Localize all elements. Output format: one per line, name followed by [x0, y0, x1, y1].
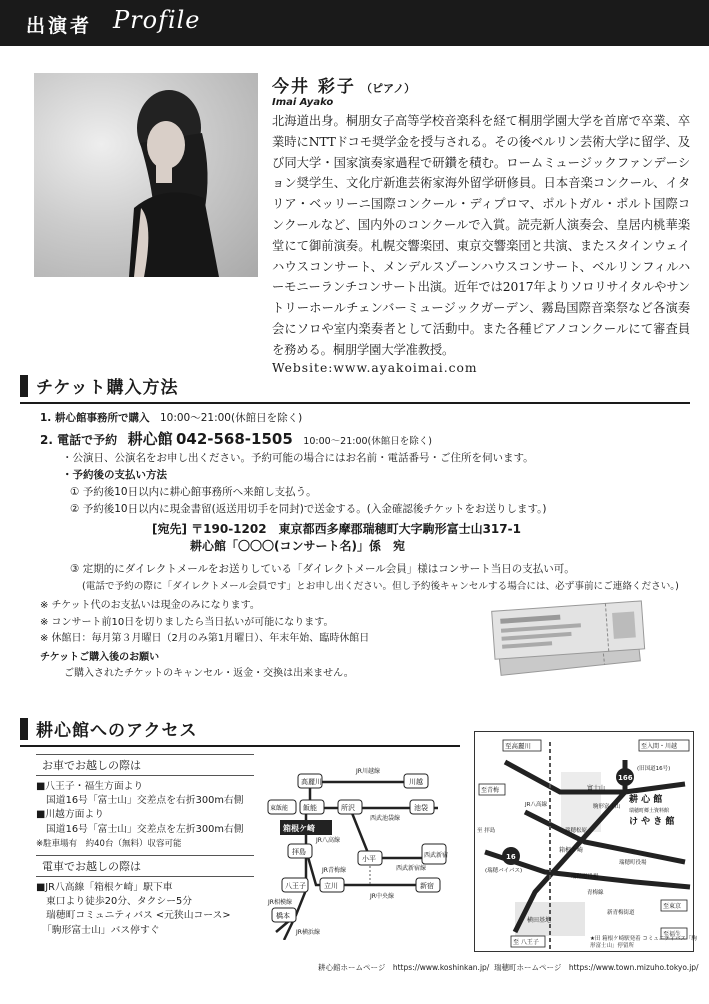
map-label: 瑞穂町役場 — [571, 874, 599, 880]
heading-bar — [20, 718, 28, 740]
line-label: JR川越線 — [356, 768, 380, 775]
map-label: 瑞穂町役場 — [619, 860, 647, 866]
page-header — [0, 0, 709, 46]
map-label: 富士山 — [587, 785, 606, 792]
station-label: 小平 — [362, 855, 376, 863]
map-label: 駒形富士山 — [593, 804, 621, 810]
method-1-label: 1. 耕心館事務所で購入 — [40, 412, 150, 424]
note-1: ※ チケット代のお支払いは現金のみになります。 — [40, 600, 260, 611]
bullet-2: ・予約後の支払い方法 — [62, 469, 167, 481]
station-label: 飯能 — [303, 804, 317, 812]
bullet-1: ・公演日、公演名をお申し出ください。予約可能の場合にはお名前・電話番号・ご住所を伺います。 — [62, 452, 534, 464]
route-number: 166 — [618, 774, 633, 782]
line-label: JR相模線 — [268, 899, 292, 906]
profile-bio — [272, 72, 690, 375]
map-label: 新青梅街道 — [607, 910, 635, 916]
line-label: JR八高線 — [316, 837, 340, 844]
note-2: ※ コンサート前10日を切りましたら当日払いが可能になります。 — [40, 616, 334, 628]
address-line-2: 耕心館「〇〇〇(コンサート名)」係 宛 — [190, 539, 405, 553]
method-2-hours: 10:00～21:00(休館日を除く) — [303, 436, 432, 447]
method-1 — [40, 410, 679, 427]
method-2-details — [40, 450, 679, 595]
method-1-hours: 10:00～21:00(休館日を除く) — [159, 412, 303, 424]
car-route-1-text: 国道16号「富士山」交差点を右折300m右側 — [46, 795, 244, 807]
method-2 — [40, 431, 679, 450]
station-label: 橋本 — [276, 912, 290, 920]
ticket-illustration — [490, 598, 654, 686]
direction-label: 至 拝島 — [477, 828, 496, 834]
map-label: 瑞穂松原 — [565, 828, 588, 834]
bus-stop-note: ★田 箱根ケ崎駅発着 コミュニティバス「駒形富士山」停留所 — [590, 936, 697, 949]
train-header: 電車でお越しの際は — [36, 855, 254, 877]
bio-text: 北海道出身。桐朋女子高等学校音楽科を経て桐朋学園大学を首席で卒業、卒業時にNTTドコモ奨学金を授与される。その後ベルリン芸術大学に留学、及び同大学・国家演奏家過程で研鑽を積む。ロームミュージックファンデーション奨学生、文化庁新進芸術家海外留学研修員。日本音楽コンクール、イタリア・ベッリーニ国際コンクール・ディプロマ、ポルトガル・ポルト国際コンクールなど、国内外のコンクールで入賞。読売新人演奏会、皇居内桃華楽堂にて御前演奏。札幌交響楽団、東京交響楽団と共演、またスタインウェイハウスコンサート、メンデルスゾーンハウスコンサート、ベルリンフィルハーモニーランチコンサート出演。近年では2017年よりソロリサイタルやサントリーホールチェンバーミュージックガーデン、霧島国際音楽祭など各演奏会にソロや室内楽奏者として活動中。また各種ピアノコンクールにて審査員を務める。桐朋学園大学准教授。 — [272, 114, 690, 357]
direction-label: 至青梅 — [481, 787, 500, 794]
after-purchase-title: チケットご購入後のお願い — [40, 651, 160, 663]
heading-rule — [20, 402, 690, 404]
heading-rule — [20, 745, 460, 747]
station-label: 西武新宿 — [424, 852, 449, 859]
direction-label: 至高麗川 — [505, 742, 531, 750]
train-title: ■JR八高線「箱根ケ崎」駅下車 — [36, 882, 173, 894]
map-label: 箱根ケ崎 — [559, 847, 584, 854]
train-line-2: 瑞穂町コミュニティバス <元狭山コース> — [46, 910, 231, 922]
pay-option-3-note: (電話で予約の際に「ダイレクトメール会員です」とお申し出ください。但し予約後キャンセルする場合には、必ず事前にご連絡ください。) — [82, 581, 679, 592]
line-label: JR青梅線 — [322, 867, 346, 874]
performer-name: 今井 彩子 — [272, 77, 356, 97]
station-label: 八王子 — [285, 882, 306, 890]
header-title-en: Profile — [113, 6, 201, 34]
station-label: 東飯能 — [270, 805, 289, 812]
line-label: 西武新宿線 — [396, 865, 427, 872]
direction-label: 至東京 — [663, 903, 682, 910]
station-label: 新宿 — [420, 882, 434, 890]
after-purchase-text: ご購入されたチケットのキャンセル・返金・交換は出来ません。 — [64, 668, 354, 679]
phone-number[interactable]: 042-568-1505 — [175, 430, 293, 448]
performer-photo — [34, 73, 258, 277]
footer-koshinkan-link[interactable]: 耕心館ホームページ https://www.koshinkan.jp/ — [318, 963, 490, 972]
line-label: JR中央線 — [370, 893, 394, 900]
venue2-label: け や き 館 — [629, 817, 675, 827]
station-label: 拝島 — [292, 848, 306, 856]
address-line-1: [宛先] 〒190-1202 東京都西多摩郡瑞穂町大字駒形富士山317-1 — [152, 522, 521, 536]
heading-bar — [20, 375, 28, 397]
train-line-3: 「駒形富士山」バス停すぐ — [42, 924, 160, 936]
map-label: 青梅線 — [587, 890, 604, 896]
route-map — [266, 760, 470, 940]
direction-label: 至入間・川越 — [641, 743, 678, 750]
area-map — [474, 731, 694, 952]
direction-label: 至福生 — [663, 931, 682, 938]
station-label: 所沢 — [341, 804, 355, 812]
car-header: お車でお越しの際は — [36, 754, 254, 776]
section-access-heading — [20, 716, 460, 741]
station-label: 川越 — [409, 778, 423, 786]
performer-role: （ピアノ） — [361, 82, 416, 95]
train-line-1: 東口より徒歩20分、タクシー5分 — [46, 896, 193, 908]
pay-option-1: ① 予約後10日以内に耕心館事務所へ来館し支払う。 — [70, 486, 317, 498]
station-label: 池袋 — [414, 804, 428, 812]
website-link[interactable]: Website:www.ayakoimai.com — [272, 360, 478, 375]
direction-label: 至 八王子 — [513, 939, 539, 946]
map-label: JR八高線 — [525, 802, 547, 808]
parking-note: ※駐車場有 約40台（無料）収容可能 — [36, 838, 182, 849]
note-3: ※ 休館日：毎月第３月曜日（2月のみ第1月曜日）、年末年始、臨時休館日 — [40, 633, 370, 644]
station-label: 高麗川 — [301, 778, 322, 786]
header-title-jp: 出演者 — [26, 15, 93, 37]
venue-label: 耕 心 館 — [629, 795, 663, 805]
map-label: (旧国道16号) — [637, 766, 671, 772]
station-label: 立川 — [324, 882, 338, 890]
car-route-2-text: 国道16号「富士山」交差点を左折300m右側 — [46, 823, 244, 835]
line-label: JR横浜線 — [296, 929, 320, 936]
section-tickets-heading — [20, 373, 690, 398]
station-label: 箱根ケ崎 — [283, 824, 315, 833]
pay-option-2: ② 予約後10日以内に現金書留(返送用切手を同封)で送金する。(入金確認後チケットをお送りします。) — [70, 503, 547, 515]
ticket-methods — [40, 410, 679, 595]
profile-name-row — [272, 72, 690, 97]
method-2-label: 2. 電話で予約 — [40, 433, 118, 447]
route-number: 16 — [506, 853, 516, 861]
line-label: 西武池袋線 — [370, 815, 401, 822]
method-2-venue: 耕心館 — [127, 430, 173, 448]
performer-romaji: Imai Ayako — [272, 97, 334, 108]
map-label: 横田基地 — [527, 917, 552, 924]
car-route-2-title: ■川越方面より — [36, 809, 105, 821]
map-label: (瑞穂バイパス) — [485, 868, 523, 874]
car-route-1-title: ■八王子・福生方面より — [36, 781, 144, 792]
pay-option-3: ③ 定期的にダイレクトメールをお送りしている「ダイレクトメール会員」様はコンサート当日の支払い可。 — [70, 563, 575, 575]
footer-mizuho-link[interactable]: 瑞穂町ホームページ https://www.town.mizuho.tokyo.jp/ — [494, 963, 699, 972]
tickets-heading: チケット購入方法 — [36, 378, 179, 398]
ticket-notes — [40, 598, 369, 683]
access-heading: 耕心館へのアクセス — [36, 721, 198, 741]
venue-sub-label: 瑞穂町郷土資料館 — [629, 808, 670, 814]
